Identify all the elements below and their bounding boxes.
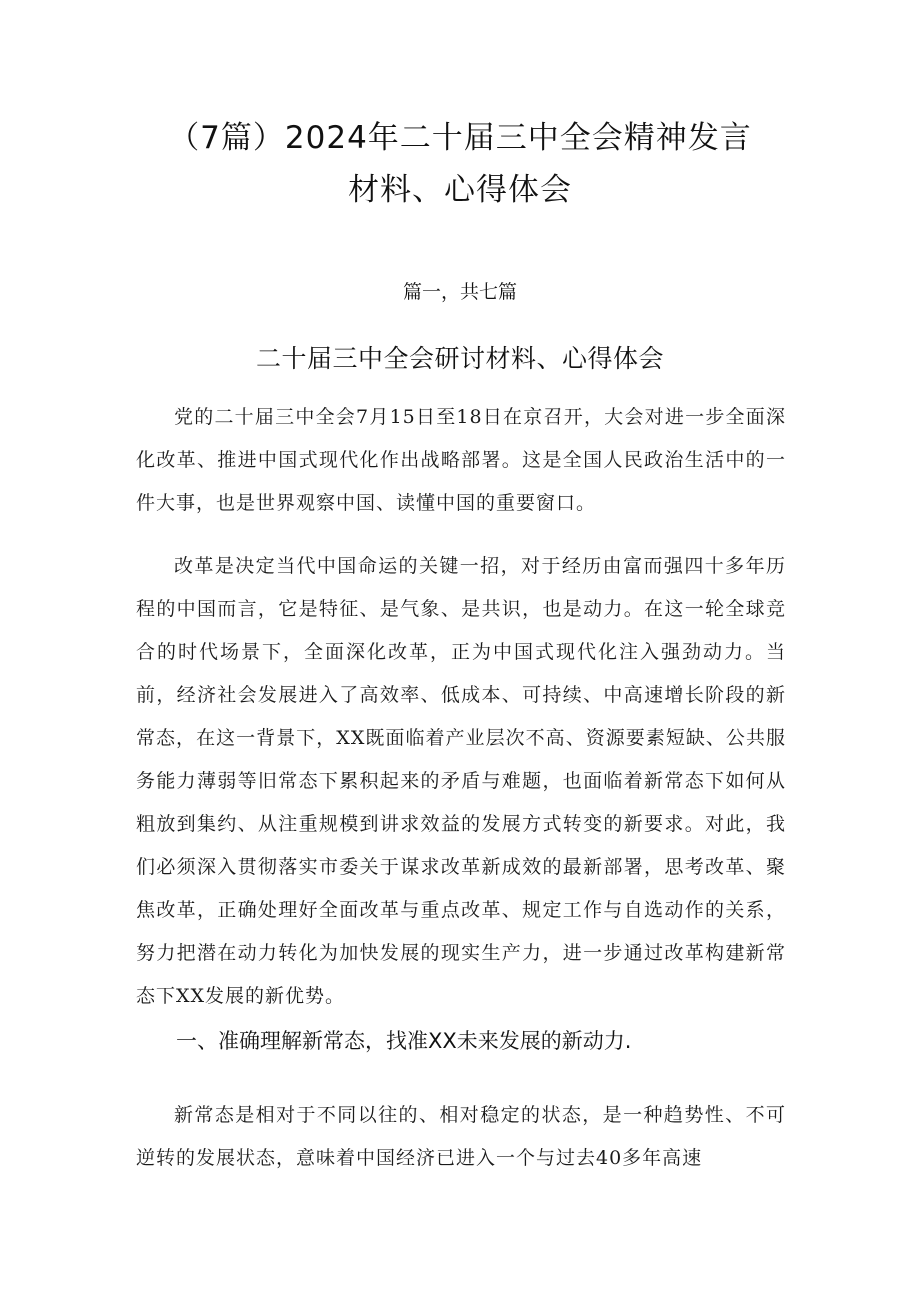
paragraph-3: 新常态是相对于不同以往的、相对稳定的状态，是一种趋势性、不可逆转的发展状态，意味着中国经济已进入一个与过去40多年高速 (136, 1104, 786, 1169)
section-number: 篇一，共七篇 (402, 281, 517, 303)
paragraph-1: 党的二十届三中全会7月15日至18日在京召开，大会对进一步全面深化改革、推进中国式现代化作出战略部署。这是全国人民政治生活中的一件大事，也是世界观察中国、读懂中国的重要窗口。 (136, 406, 786, 514)
paragraph-2: 改革是决定当代中国命运的关键一招，对于经历由富而强四十多年历程的中国而言，它是特征、是气象、是共识，也是动力。在这一轮全球竞合的时代场景下，全面深化改革，正为中国式现代化注入强劲动力。当前，经济社会发展进入了高效率、低成本、可持续、中高速增长阶段的新常态，在这一背景下，XX既面临着产业层次不高、资源要素短缺、公共服务能力薄弱等旧常态下累积起来的矛盾与难题，也面临着新常态下如何从粗放到集约、从注重规模到讲求效益的发展方式转变的新要求。对此，我们必须深入贯彻落实市委关于谋求改革新成效的最新部署，思考改革、聚焦改革，正确处理好全面改革与重点改革、规定工作与自选动作的关系，努力把潜在动力转化为加快发展的现实生产力，进一步通过改革构建新常态下XX发展的新优势。 (136, 555, 786, 1007)
document-title (60, 112, 860, 216)
document-title-line-1: （7篇）2024年二十届三中全会精神发言 (168, 120, 752, 156)
section-title: 二十届三中全会研讨材料、心得体会 (255, 344, 664, 373)
section-heading-1: 一、准确理解新常态，找准XX未来发展的新动力. (176, 1029, 632, 1053)
document-title-line-2: 材料、心得体会 (348, 172, 572, 208)
